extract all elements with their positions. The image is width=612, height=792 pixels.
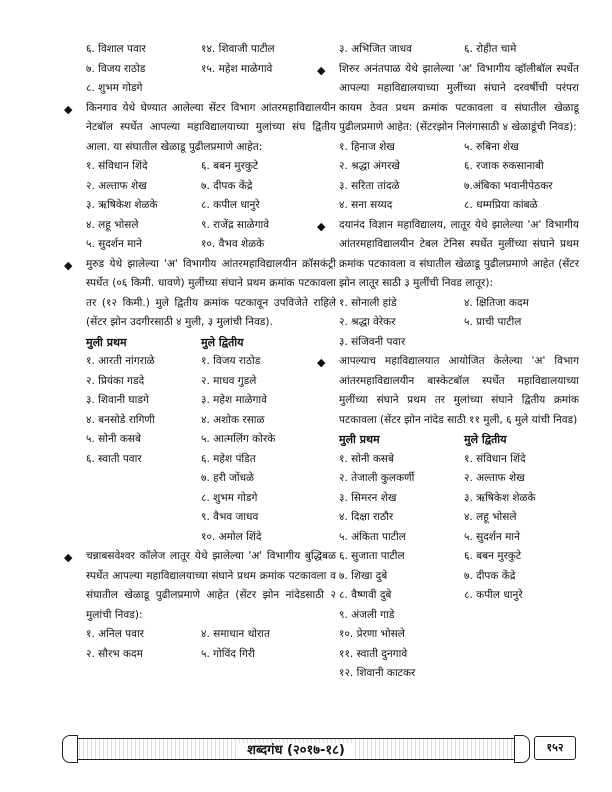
page-number: १५२: [534, 736, 576, 760]
list-item-right: ७.अंबिका भवानीपेठकर: [464, 179, 553, 192]
scroll-curl-right-icon: [514, 735, 530, 763]
right-basketball-header: [339, 430, 579, 450]
right-para-basketball: [317, 352, 579, 430]
list-item: ७. हरी जोंधळे: [201, 472, 255, 484]
list-item-left: ५. अंकिता पाटील: [339, 530, 406, 543]
list-item: १०. अमोल शिंदे: [201, 530, 262, 543]
para-text: दयानंद विज्ञान महाविद्यालय, लातूर येथे झालेल्या 'अ' विभागीय आंतरमहाविद्यालयीन टेबल टेनिस स्पर्धेत मुलींच्या संघाने प्रथम क्रमांक पटकावला व संघातील खेळाडू पुढीलप्रमाणे आहेत (सेंटर झोन लातूर साठी ३ मुलींची निवड लातूर):: [339, 218, 579, 289]
footer-scroll-banner: [76, 738, 516, 760]
list-item-right: ७. दीपक केंद्रे: [201, 179, 253, 192]
left-crosscountry-extra: [86, 469, 336, 547]
left-crosscountry-list: [86, 352, 336, 469]
bullet-diamond-icon: ◆: [64, 551, 73, 564]
bullet-diamond-icon: ◆: [317, 63, 326, 77]
list-item: ११. स्वाती दुनगावे: [339, 647, 408, 660]
left-para-netball: [64, 99, 336, 158]
list-item: [339, 489, 579, 509]
list-item: [339, 469, 579, 489]
list-item-right: १०. वैभव शेळके: [201, 238, 265, 250]
list-item: ९. अंजली गाडे: [339, 608, 395, 621]
list-item: [86, 177, 336, 197]
list-item-right: ५. गोविंद गिरी: [201, 647, 255, 660]
list-item-right: ४. अशोक रसाळ: [201, 413, 265, 426]
list-item-left: १. अनिल पवार: [86, 628, 144, 640]
para-text: मुरुड येथे झालेल्या 'अ' विभागीय आंतरमहाविद्यालयीन क्रॉसकंट्री स्पर्धेत (०६ किमी. धावणे) मुलींच्या संघाने प्रथम क्रमांक पटकावला तर (१२ किमी.) मुले द्वितीय क्रमांक पटकावून उपविजेते राहिले (सेंटर झोन उदगीरसाठी ४ मुली, ३ मुलांची निवड).: [86, 257, 336, 328]
list-item-left: ५. सुदर्शन माने: [86, 238, 142, 250]
list-item: [86, 391, 336, 411]
list-item: [339, 528, 579, 548]
list-item: [339, 40, 579, 60]
right-para-volleyball: [317, 60, 579, 138]
list-item-left: ६. स्वाती पवार: [86, 452, 142, 465]
header-boys-second: मुले द्वितीय: [464, 433, 507, 446]
list-item-right: ९. राजेंद्र साळेगावे: [201, 218, 270, 231]
page-footer: [56, 736, 578, 762]
list-item-right: ३. महेश माळेगावे: [201, 394, 267, 406]
list-item: [86, 430, 336, 450]
list-item: [339, 547, 579, 567]
list-item-right: ६. रोहीत चामे: [464, 43, 517, 55]
list-item-right: ५. आत्मलिंग कोरके: [201, 433, 276, 445]
list-item-right: ७. दीपक केंद्रे: [464, 569, 516, 582]
list-item-left: ६. विशाल पवार: [86, 43, 146, 55]
bullet-diamond-icon: ◆: [64, 102, 73, 116]
list-item: [339, 196, 579, 216]
para-text: चन्नाबसवेश्वर कॉलेज लातूर येथे झालेल्या 'अ' विभागीय बुद्धिबळ स्पर्धेत आपल्या महाविद्यालयाच्या संघाने प्रथम क्रमांक पटकावला व संघातील खेळाडू पुढीलप्रमाणे आहेत (सेंटर झोन नांदेडसाठी २ मुलांची निवड):: [86, 550, 336, 621]
header-girls-first: मुली प्रथम: [86, 335, 127, 349]
list-item: [339, 567, 579, 587]
list-item: [86, 450, 336, 470]
list-item-right: [464, 333, 579, 353]
left-column: [64, 40, 336, 664]
header-boys-second: मुले द्वितीय: [201, 335, 244, 349]
list-item-left: २. तेजाली कुलकर्णी: [339, 472, 415, 484]
bullet-diamond-icon: ◆: [317, 356, 326, 369]
list-item: [86, 645, 336, 665]
right-basketball-extra: [339, 606, 579, 684]
right-tabletennis-list: [339, 294, 579, 353]
list-item-left: ४. सना सय्यद: [339, 199, 393, 211]
left-top-list: [86, 40, 336, 99]
list-item-right: ५. सुदर्शन माने: [464, 530, 520, 543]
list-item: १२. शिवानी काटकर: [339, 667, 416, 679]
list-item-left: २. श्रद्धा अंगरखे: [339, 160, 400, 172]
list-item-right: ६. बबन मुरकुटे: [201, 160, 259, 172]
list-item: [86, 216, 336, 236]
list-item-left: १. संविधान शिंदे: [86, 160, 148, 172]
list-item-left: १. हिनाज शेख: [339, 140, 395, 153]
list-item-left: ३. संजिवनी पवार: [339, 335, 406, 348]
header-girls-first: मुली प्रथम: [339, 433, 380, 446]
bullet-diamond-icon: ◆: [317, 219, 326, 233]
list-item-right: १५. महेश माळेगावे: [201, 62, 273, 75]
list-item-right: १. विजय राठोड: [201, 355, 261, 367]
list-item: [339, 138, 579, 158]
list-item: [86, 60, 336, 80]
list-item-right: ८. धम्मप्रिया कांबळे: [464, 199, 538, 211]
list-item: ८. शुभम गोडगे: [201, 491, 258, 504]
right-top-list: [339, 40, 579, 60]
footer-title-text: शब्दगंध (२०१७-१८): [239, 743, 353, 758]
left-chess-list: [86, 625, 336, 664]
list-item-right: २. माधव गुडले: [201, 374, 257, 387]
para-text: शिरुर अनंतपाळ येथे झालेल्या 'अ' विभागीय व्हॉलीबॉल स्पर्धेत आपल्या महाविद्यालयाच्या मुलींच्या संघाने दरवर्षीची परंपरा कायम ठेवत प्रथम क्रमांक पटकावला व संघातील खेळाडू पुढीलप्रमाणे आहेत: (सेंटरझोन निलंगासाठी ४ खेळाडूंची निवड):: [339, 62, 579, 133]
left-para-crosscountry: [64, 255, 336, 333]
list-item-right: ८. कपील धानुरे: [464, 589, 523, 601]
list-item-left: ३. सिमरन शेख: [339, 491, 397, 504]
list-item-left: ७. शिखा दुबे: [339, 569, 388, 582]
list-item: [339, 177, 579, 197]
list-item-left: १. आरती नांगराळे: [86, 355, 155, 367]
list-item: [339, 157, 579, 177]
list-item-left: ४. लहू भोसले: [86, 218, 139, 231]
list-item-left: ३. शिवानी घाडगे: [86, 394, 149, 406]
list-item-left: ८. वैष्णवी दुबे: [339, 589, 392, 601]
list-item: [86, 79, 336, 99]
list-item-left: ४. बनसोडे रागिणी: [86, 413, 155, 426]
list-item-right: ८. कपील धानुरे: [201, 199, 260, 211]
list-item: [339, 508, 579, 528]
para-text: किनगाव येथे घेण्यात आलेल्या सेंटर विभाग आंतरमहाविद्यालयीन नेटबॉल स्पर्धेत आपल्या महाविद्यालयाच्या मुलांच्या संघ द्वितीय आला. या संघातील खेळाडू पुढीलप्रमाणे आहेत:: [86, 101, 336, 153]
list-item-right: ६. महेश पंडित: [201, 452, 256, 465]
list-item-left: ४. दिक्षा राठौर: [339, 511, 394, 523]
left-netball-list: [86, 157, 336, 255]
list-item: ९. वैभव जाधव: [201, 511, 259, 523]
list-item-right: १. संविधान शिंदे: [464, 452, 526, 465]
list-item: [339, 294, 579, 314]
list-item-left: ३. ऋषिकेश शेळके: [86, 199, 158, 211]
list-item-right: ४. समाधान थोरात: [201, 628, 271, 640]
list-item-right: ६. रजाक रुकसानाबी: [464, 160, 544, 172]
list-item-left: ५. सोनी कसबे: [86, 433, 141, 445]
right-volleyball-list: [339, 138, 579, 216]
right-para-tabletennis: [317, 216, 579, 294]
list-item-left: ३. अभिजित जाधव: [339, 43, 412, 55]
list-item-left: २. सौरभ कदम: [86, 647, 143, 660]
list-item: [86, 40, 336, 60]
list-item-left: २. प्रियंका गडदे: [86, 374, 145, 387]
list-item: [86, 352, 336, 372]
list-item-left: ३. सरिता तांदळे: [339, 179, 400, 192]
list-item: [86, 196, 336, 216]
list-item-right: ३. ऋषिकेश शेळके: [464, 491, 536, 504]
list-item-left: २. श्रद्धा वेरेकर: [339, 316, 396, 328]
list-item-right: ४. लहू भोसले: [464, 511, 517, 523]
list-item: [339, 586, 579, 606]
footer-title: [76, 740, 516, 758]
list-item: १०. प्रेरणा भोसले: [339, 628, 405, 640]
list-item: [86, 411, 336, 431]
list-item: [339, 450, 579, 470]
list-item-left: २. अल्ताफ शेख: [86, 179, 147, 192]
para-text: आपल्याच महाविद्यालयात आयोजित केलेल्या 'अ' विभाग आंतरमहाविद्यालयीन बास्केटबॉल स्पर्धेत महाविद्यालयाच्या मुलींच्या संघाने प्रथम तर मुलांच्या संघाने द्वितीय क्रमांक पटकावला (सेंटर झोन नांदेड साठी ११ मुली, ६ मुले यांची निवड): [339, 355, 579, 426]
list-item-left: ८. शुभम गोडगे: [86, 82, 143, 94]
list-item: [339, 333, 579, 353]
left-para-chess: [64, 547, 336, 625]
bullet-diamond-icon: ◆: [64, 258, 73, 272]
list-item-left: ७. विजय राठोड: [86, 62, 146, 75]
left-crosscountry-header: [86, 333, 336, 353]
list-item: [86, 235, 336, 255]
list-item-right: २. अल्ताफ शेख: [464, 472, 525, 484]
right-column: [317, 40, 579, 684]
list-item-right: ५. प्राची पाटील: [464, 316, 522, 328]
list-item: [339, 313, 579, 333]
list-item-right: १४. शिवाजी पाटील: [201, 43, 275, 55]
list-item-left: ६. सुजाता पाटील: [339, 550, 405, 562]
list-item-right: [201, 79, 336, 99]
list-item-right: ४. क्षितिजा कदम: [464, 296, 529, 309]
list-item: [86, 157, 336, 177]
list-item-left: १. सोनाली हांडे: [339, 296, 397, 309]
right-basketball-list: [339, 450, 579, 606]
list-item-right: ५. रुबिना शेख: [464, 140, 519, 153]
list-item: [86, 625, 336, 645]
list-item-right: ६. बबन मुरकुटे: [464, 550, 522, 562]
list-item-left: १. सोनी कसबे: [339, 452, 394, 465]
list-item: [86, 372, 336, 392]
